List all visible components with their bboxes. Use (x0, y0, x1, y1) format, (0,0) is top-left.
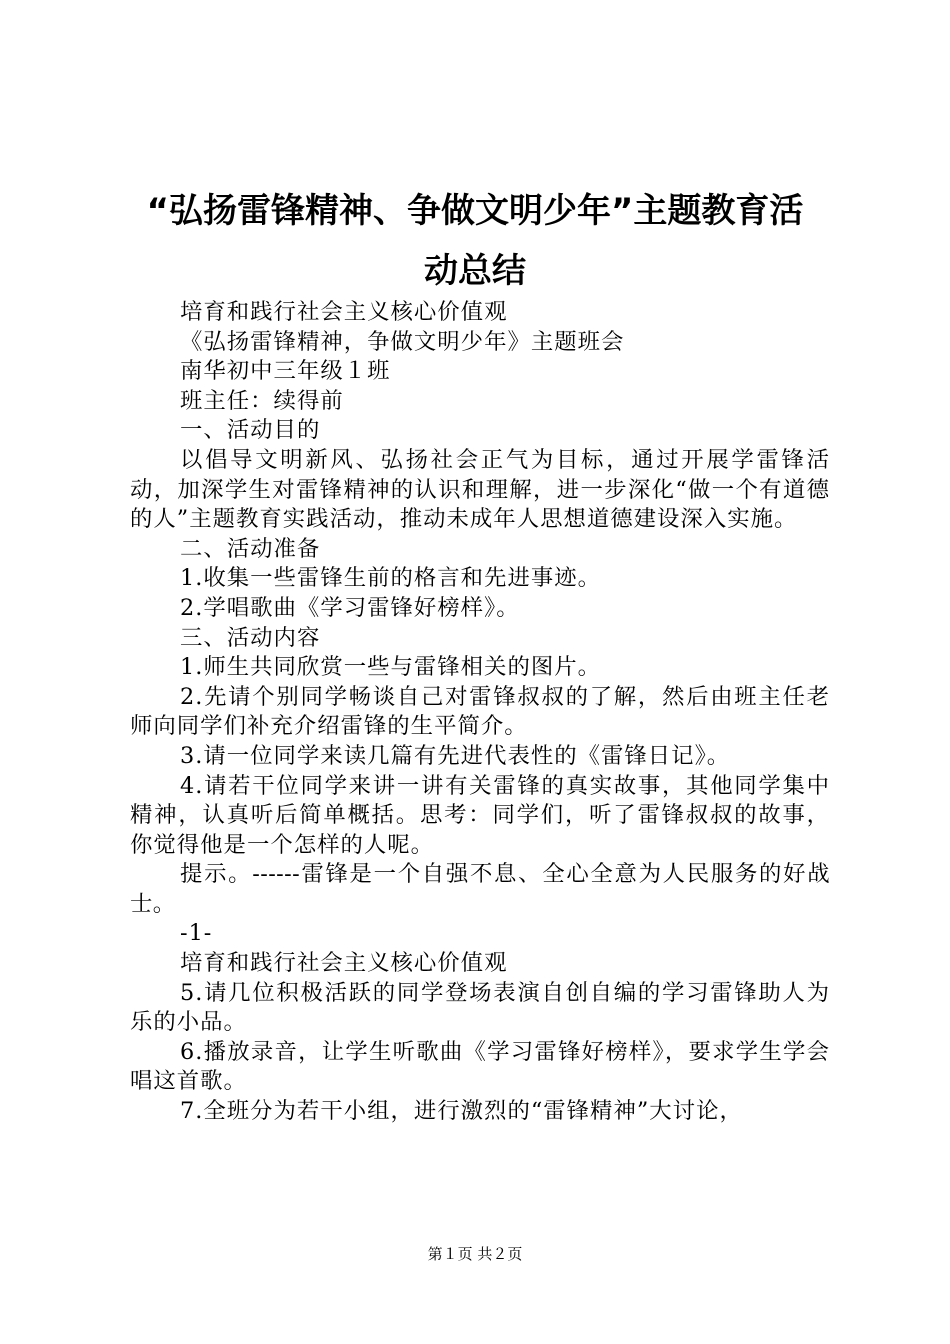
inline-page-marker: -1- (180, 920, 213, 947)
list-item-content-5: 5.请几位积极活跃的同学登场表演自创自编的学习雷锋助人为乐的小品。 (130, 979, 830, 1036)
list-item-content-6: 6.播放录音，让学生听歌曲《学习雷锋好榜样》，要求学生学会唱这首歌。 (130, 1038, 830, 1095)
heading-activity-purpose: 一、活动目的 (180, 417, 321, 444)
list-item-content-2: 2.先请个别同学畅谈自己对雷锋叔叔的了解，然后由班主任老师向同学们补充介绍雷锋的生平简介。 (130, 683, 830, 740)
document-title-line-1: “弘扬雷锋精神、争做文明少年”主题教育活 (146, 191, 804, 231)
heading-activity-content: 三、活动内容 (180, 624, 321, 651)
heading-activity-preparation: 二、活动准备 (180, 535, 321, 562)
paragraph-core-values: 培育和践行社会主义核心价值观 (180, 299, 508, 325)
page-footer: 第１页 共２页 (427, 1245, 523, 1263)
paragraph-core-values-repeat: 培育和践行社会主义核心价值观 (180, 950, 508, 977)
list-item-preparation-1: 1.收集一些雷锋生前的格言和先进事迹。 (180, 565, 602, 592)
paragraph-class-meeting-title: 《弘扬雷锋精神，争做文明少年》主题班会 (180, 328, 625, 355)
list-item-preparation-2: 2.学唱歌曲《学习雷锋好榜样》。 (180, 594, 520, 621)
paragraph-activity-purpose: 以倡导文明新风、弘扬社会正气为目标，通过开展学雷锋活动，加深学生对雷锋精神的认识和理解，进一步深化“做一个有道德的人”主题教育实践活动，推动未成年人思想道德建设深入实施。 (130, 446, 830, 533)
document-body (130, 298, 830, 1127)
list-item-content-1: 1.师生共同欣赏一些与雷锋相关的图片。 (180, 654, 602, 681)
paragraph-head-teacher: 班主任：续得前 (180, 387, 344, 414)
paragraph-class-name: 南华初中三年级１班 (180, 358, 391, 385)
list-item-content-3: 3.请一位同学来读几篇有先进代表性的《雷锋日记》。 (180, 742, 731, 769)
list-item-content-7: 7.全班分为若干小组，进行激烈的“雷锋精神”大讨论， (180, 1098, 743, 1125)
paragraph-hint: 提示。------雷锋是一个自强不息、全心全意为人民服务的好战士。 (130, 861, 830, 917)
document-title-line-2: 动总结 (424, 251, 526, 291)
list-item-content-4: 4.请若干位同学来讲一讲有关雷锋的真实故事，其他同学集中精神，认真听后简单概括。思考：同学们，听了雷锋叔叔的故事，你觉得他是一个怎样的人呢。 (130, 772, 830, 858)
